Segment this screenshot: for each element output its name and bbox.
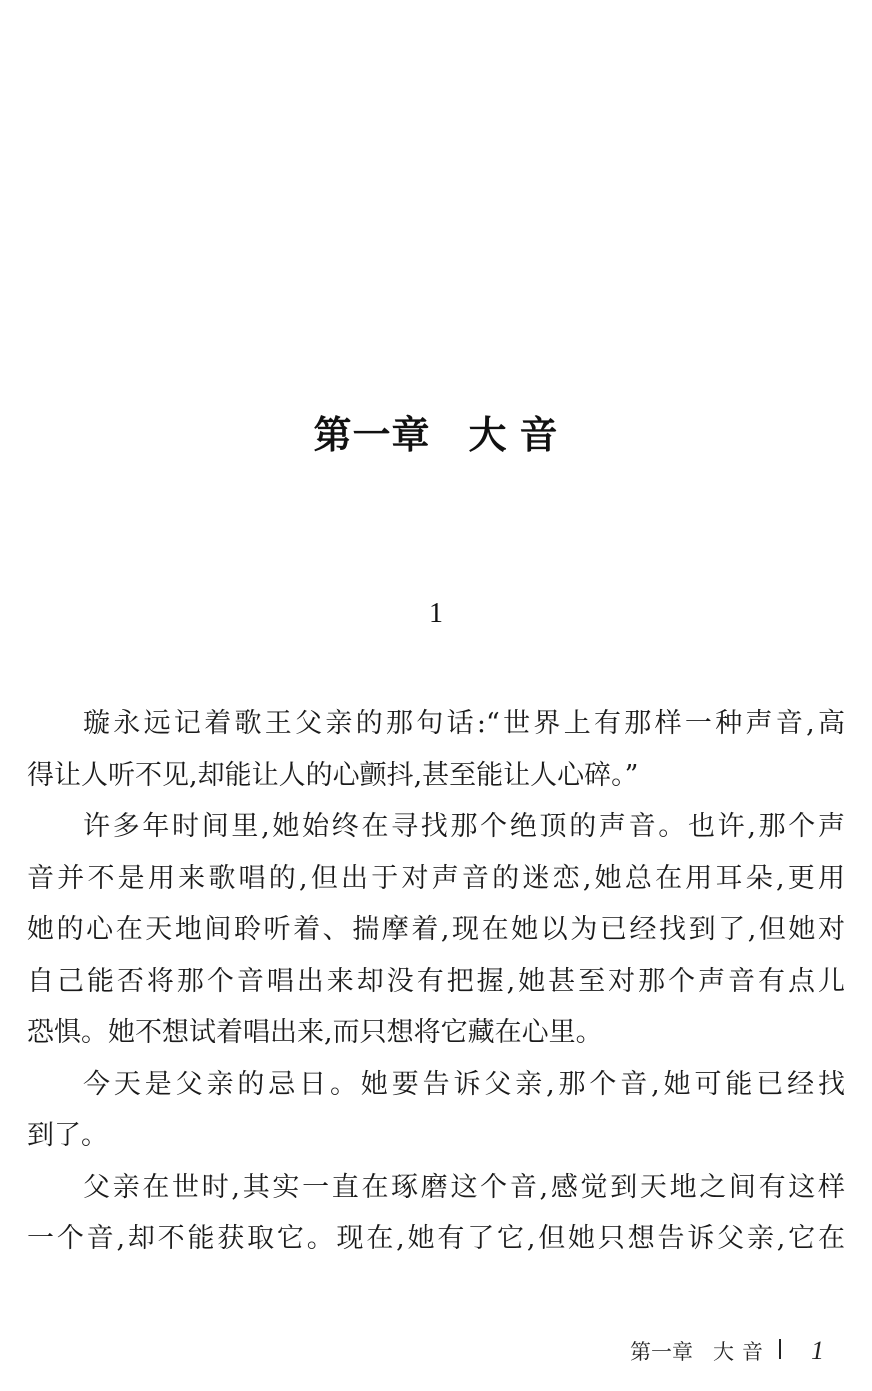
footer-title-part1: 大	[713, 1340, 734, 1364]
chapter-title	[0, 411, 872, 459]
text-line: 今天是父亲的忌日。她要告诉父亲,那个音,她可能已经找	[83, 1068, 845, 1100]
paragraph-2	[27, 801, 845, 1059]
footer-title-part2: 音	[742, 1340, 763, 1364]
body-text	[27, 698, 845, 1265]
chapter-title-part2: 音	[519, 413, 559, 458]
chapter-label: 第一章	[313, 413, 431, 458]
footer-chapter-label: 第一章	[630, 1340, 693, 1364]
text-line: 音并不是用来歌唱的,但出于对声音的迷恋,她总在用耳朵,更用	[27, 862, 845, 894]
paragraph-3	[27, 1059, 845, 1162]
text-line: 自己能否将那个音唱出来却没有把握,她甚至对那个声音有点儿	[27, 965, 845, 997]
section-number: 1	[429, 598, 443, 629]
chapter-title-part1: 大	[468, 413, 508, 458]
text-line: 到了。	[27, 1120, 108, 1151]
text-line: 得让人听不见,却能让人的心颤抖,甚至能让人心碎。”	[27, 759, 639, 791]
paragraph-4	[27, 1162, 845, 1265]
text-line: 她的心在天地间聆听着、揣摩着,现在她以为已经找到了,但她对	[27, 914, 845, 945]
page-number: 1	[811, 1336, 824, 1365]
text-line: 一个音,却不能获取它。现在,她有了它,但她只想告诉父亲,它在	[27, 1223, 845, 1254]
text-line: 许多年时间里,她始终在寻找那个绝顶的声音。也许,那个声	[83, 811, 845, 842]
text-line: 恐惧。她不想试着唱出来,而只想将它藏在心里。	[27, 1017, 603, 1048]
page-footer	[630, 1334, 824, 1368]
text-line: 璇永远记着歌王父亲的那句话:“世界上有那样一种声音,高	[83, 708, 845, 739]
paragraph-1	[27, 698, 845, 801]
footer-separator	[779, 1339, 781, 1359]
text-line: 父亲在世时,其实一直在琢磨这个音,感觉到天地之间有这样	[83, 1171, 845, 1203]
